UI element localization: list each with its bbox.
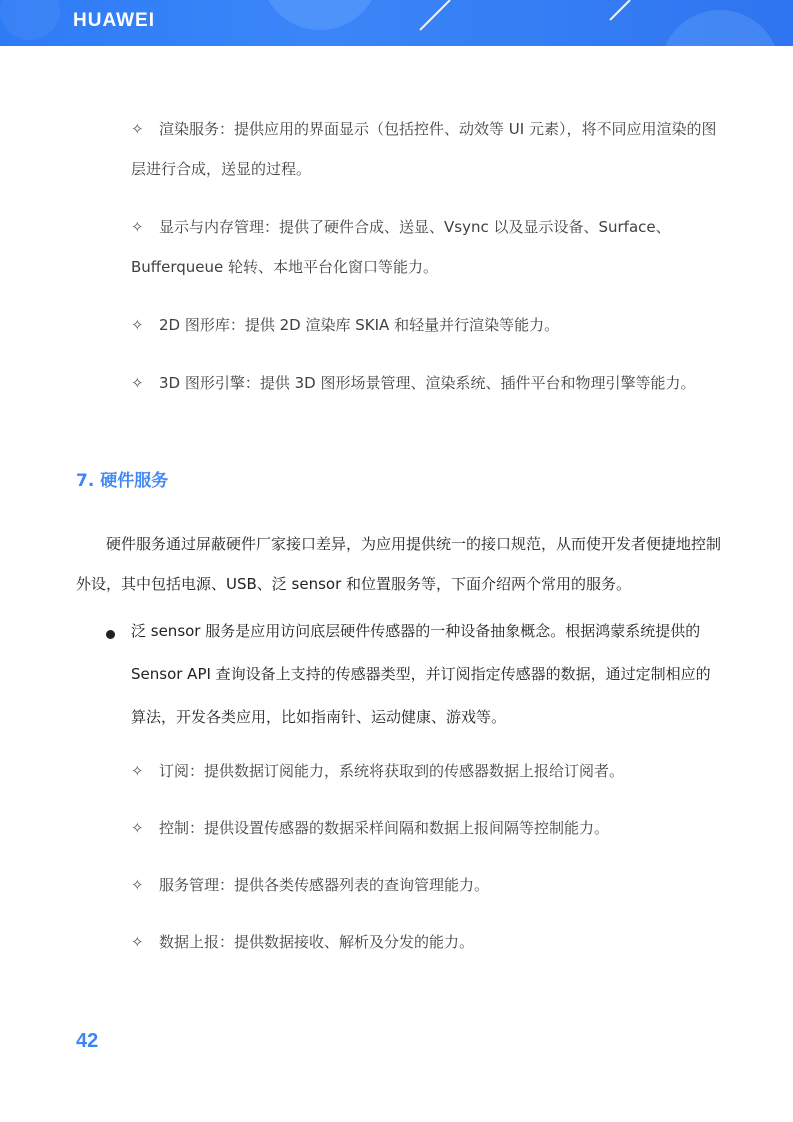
list-item [131, 207, 721, 287]
list-item [131, 109, 721, 189]
diamond-bullet-icon: ✧ [131, 218, 144, 236]
list-item [131, 363, 721, 403]
list-item-text: 显示与内存管理：提供了硬件合成、送显、Vsync 以及显示设备、Surface、Bufferqueue 轮转、本地平台化窗口等能力。 [131, 218, 671, 276]
list-item-text: 2D 图形库：提供 2D 渲染库 SKIA 和轻量并行渲染等能力。 [159, 316, 560, 334]
list-item [131, 751, 721, 791]
list-item-text: 3D 图形引擎：提供 3D 图形场景管理、渲染系统、插件平台和物理引擎等能力。 [159, 374, 696, 392]
page-number: 42 [76, 1030, 99, 1052]
bullet-item-text: 泛 sensor 服务是应用访问底层硬件传感器的一种设备抽象概念。根据鸿蒙系统提供的 Sensor API 查询设备上支持的传感器类型，并订阅指定传感器的数据，通过定制相应的算法，开发各类应用，比如指南针、运动健康、游戏等。 [131, 622, 711, 726]
page-header [0, 0, 793, 46]
diamond-bullet-icon: ✧ [131, 120, 144, 138]
list-item-text: 控制：提供设置传感器的数据采样间隔和数据上报间隔等控制能力。 [159, 819, 610, 837]
intro-paragraph: 硬件服务通过屏蔽硬件厂家接口差异，为应用提供统一的接口规范，从而使开发者便捷地控制外设，其中包括电源、USB、泛 sensor 和位置服务等，下面介绍两个常用的服务。 [76, 535, 722, 593]
list-item [131, 305, 721, 345]
list-item [131, 808, 721, 848]
section-heading: 7. 硬件服务 [76, 471, 169, 491]
diamond-bullet-icon: ✧ [131, 374, 144, 392]
diamond-bullet-icon: ✧ [131, 316, 144, 334]
list-item-text: 数据上报：提供数据接收、解析及分发的能力。 [159, 933, 475, 951]
list-item [131, 922, 721, 962]
bullet-dot-icon [106, 630, 115, 639]
brand-logo-text: HUAWEI [73, 10, 155, 31]
diamond-bullet-icon: ✧ [131, 762, 144, 780]
list-item-text: 服务管理：提供各类传感器列表的查询管理能力。 [159, 876, 490, 894]
list-item-text: 订阅：提供数据订阅能力，系统将获取到的传感器数据上报给订阅者。 [159, 762, 625, 780]
diamond-bullet-icon: ✧ [131, 876, 144, 894]
diamond-bullet-icon: ✧ [131, 819, 144, 837]
list-item-text: 渲染服务：提供应用的界面显示（包括控件、动效等 UI 元素），将不同应用渲染的图层进行合成，送显的过程。 [131, 120, 717, 178]
list-item [131, 865, 721, 905]
diamond-bullet-icon: ✧ [131, 933, 144, 951]
